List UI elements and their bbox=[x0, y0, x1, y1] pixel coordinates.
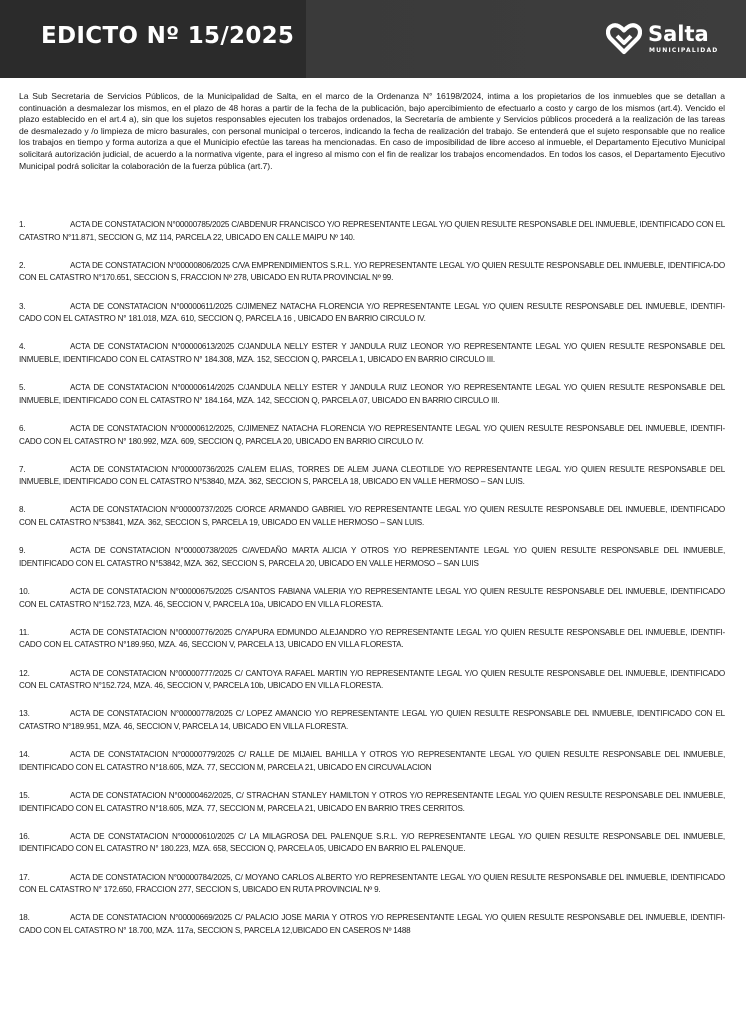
notice-item-number: 1. bbox=[19, 220, 26, 229]
notice-item-number: 18. bbox=[19, 913, 30, 923]
notice-item-number: 8. bbox=[19, 505, 26, 515]
intro-paragraph: La Sub Secretaria de Servicios Públicos, de la Municipalidad de Salta, en el marco de la Ordenanza N° 16198/2024, intima a los propietarios de los inmuebles que se detallan a continuación a desmalezar los mismos, en el plazo de 48 horas a partir de la fecha de la publicación, bajo apercibimiento de efectuarlo a costo y cargo de los mismos (art.4). Vencido el plazo establecido en el art.4 a), sin que los sujetos responsables ejecuten los trabajos ordenados, la Secretaría de ambiente y Servicios públicos procederá a la realización de las tareas de desmalezado y /o limpieza de micro basurales, con personal municipal o terceros, indicando la fecha de realización del trabajo. Se entenderá que el sujeto responsable que no realice los trabajos en tiempo y forma autoriza a que el Municipio efectúe las tareas ha mencionadas. En caso de imposibilidad de libre acceso al inmueble, el Departamento Ejecutivo Municipal solicitará autorización judicial, de acuerdo a la normativa vigente, para el ingreso al mismo con el fin de realizar los trabajos encomendados. En todos los casos, el Departamento Ejecutivo Municipal podrá solicitar la colaboración de la fuerza pública (art.7). bbox=[19, 91, 725, 171]
notice-item-number: 16. bbox=[19, 831, 30, 841]
notice-item-number: 15. bbox=[19, 790, 30, 800]
notice-item-text: ACTA DE CONSTATACION N°00000614/2025 C/JANDULA NELLY ESTER Y JANDULA RUIZ LEONOR Y/O REPRESENTANTE LEGAL Y/O QUIEN RESULTE RESPONSABLE DEL INMUEBLE, IDENTIFICADO CON EL CATASTRO N° 184.164, MZA. 142, SECCION Q, PARCELA 07, UBICADO EN BARRIO CIRCULO III. bbox=[19, 383, 725, 405]
notice-item bbox=[19, 627, 725, 652]
notice-item-number: 14. bbox=[19, 750, 30, 760]
notice-item-text: ACTA DE CONSTATACION N°00000778/2025 C/ LOPEZ AMANCIO Y/O REPRESENTANTE LEGAL Y/O QUIEN RESULTE RESPONSABLE DEL INMUEBLE, IDENTIFICADO CON EL CATASTRO N°189.951, MZA. 46, SECCION V, PARCELA 14, UBICADO EN VILLA FLORESTA. bbox=[19, 709, 725, 731]
notice-item bbox=[19, 872, 725, 897]
edict-header bbox=[0, 0, 746, 78]
notice-item-number: 7. bbox=[19, 464, 26, 474]
notice-item-text: ACTA DE CONSTATACION N°00000776/2025 C/YAPURA EDMUNDO ALEJANDRO Y/O REPRESENTANTE LEGAL Y/O QUIEN RESULTE RESPONSABLE DEL INMUEBLE, IDENTIFI-CADO CON EL CATASTRO N°189.950, MZA. 46, SECCION V, PARCELA 13, UBICADO EN VILLA FLORESTA. bbox=[19, 627, 725, 650]
notice-item-number: 5. bbox=[19, 383, 26, 393]
notice-item bbox=[19, 749, 725, 774]
notice-item-text: ACTA DE CONSTATACION N°00000675/2025 C/SANTOS FABIANA VALERIA Y/O REPRESENTANTE LEGAL Y/O QUIEN RESULTE RESPONSABLE DEL INMUEBLE, IDENTIFICADO CON EL CATASTRO N°152.723, MZA. 46, SECCION V, PARCELA 10a, UBICADO EN VILLA FLORESTA. bbox=[19, 587, 725, 609]
notice-item bbox=[19, 423, 725, 448]
notice-item-text: ACTA DE CONSTATACION N°00000669/2025 C/ PALACIO JOSE MARIA Y OTROS Y/O REPRESENTANTE LEGAL Y/O QUIEN RESULTE RESPONSABLE DEL INMUEBLE, IDENTIFI-CADO CON EL CATASTRO N° 18.700, MZA. 117a, SECCION S, PARCELA 12,UBICADO EN CASEROS Nº 1488 bbox=[19, 913, 725, 935]
logo-word: Salta bbox=[648, 22, 709, 46]
notice-item-number: 11. bbox=[19, 627, 30, 637]
notice-item-number: 3. bbox=[19, 301, 26, 311]
notice-item-number: 2. bbox=[19, 260, 26, 270]
notice-item bbox=[19, 586, 725, 611]
notice-item bbox=[19, 260, 725, 285]
notice-item-text: ACTA DE CONSTATACION N°00000736/2025 C/ALEM ELIAS, TORRES DE ALEM JUANA CLEOTILDE Y/O REPRESENTANTE LEGAL Y/O QUIEN RESULTE RESPONSABLE DEL INMUEBLE, IDENTIFICADO CON EL CATASTRO N°53840, MZA. 362, SECCION S, PARCELA 18, UBICADO EN VALLE HERMOSO – SAN LUIS. bbox=[19, 464, 725, 487]
heart-logo-icon bbox=[606, 23, 642, 55]
notice-item-number: 6. bbox=[19, 423, 26, 433]
notice-item-number: 4. bbox=[19, 342, 26, 352]
notice-item bbox=[19, 668, 725, 693]
notice-item-number: 10. bbox=[19, 587, 30, 597]
salta-municipality-logo bbox=[606, 22, 718, 58]
notice-item bbox=[19, 708, 725, 733]
notice-item bbox=[19, 831, 725, 856]
notice-item-text: ACTA DE CONSTATACION N°00000784/2025, C/ MOYANO CARLOS ALBERTO Y/O REPRESENTANTE LEGAL Y/O QUIEN RESULTE RESPONSABLE DEL INMUEBLE, IDENTIFICADO CON EL CATASTRO N° 172.650, FRACCION 277, SECCION S, UBICADO EN RUTA PROVINCIAL Nº 9. bbox=[19, 872, 725, 895]
logo-subtitle: MUNICIPALIDAD bbox=[649, 47, 719, 54]
notice-item-number: 17. bbox=[19, 872, 30, 882]
notice-item bbox=[19, 219, 725, 244]
notice-item bbox=[19, 912, 725, 937]
notice-item-text: ACTA DE CONSTATACION N°00000738/2025 C/AVEDAÑO MARTA ALICIA Y OTROS Y/O REPRESENTANTE LEGAL Y/O QUIEN RESULTE RESPONSABLE DEL INMUEBLE, IDENTIFICADO CON EL CATASTRO N°53842, MZA. 362, SECCION S, PARCELA 20, UBICADO EN VALLE HERMOSO – SAN LUIS bbox=[19, 546, 725, 568]
notice-item bbox=[19, 341, 725, 366]
notice-item-number: 12. bbox=[19, 668, 30, 678]
notice-item-text: ACTA DE CONSTATACION N°00000611/2025 C/JIMENEZ NATACHA FLORENCIA Y/O REPRESENTANTE LEGAL Y/O QUIEN RESULTE RESPONSABLE DEL INMUEBLE, IDENTIFI-CADO CON EL CATASTRO N° 181.018, MZA. 610, SECCION Q, PARCELA 16 , UBICADO EN BARRIO CIRCULO IV. bbox=[19, 301, 725, 324]
notice-item bbox=[19, 382, 725, 407]
notice-item bbox=[19, 504, 725, 529]
notice-item bbox=[19, 790, 725, 815]
notice-list bbox=[19, 219, 725, 953]
notice-item bbox=[19, 545, 725, 570]
notice-item-text: ACTA DE CONSTATACION N°00000785/2025 C/ABDENUR FRANCISCO Y/O REPRESENTANTE LEGAL Y/O QUIEN RESULTE RESPONSABLE DEL INMUEBLE, IDENTIFICADO CON EL CATASTRO N°11.871, SECCION G, MZ 114, PARCELA 22, UBICADO EN CALLE MAIPU Nº 140. bbox=[19, 220, 725, 242]
notice-item-text: ACTA DE CONSTATACION N°00000777/2025 C/ CANTOYA RAFAEL MARTIN Y/O REPRESENTANTE LEGAL Y/O QUIEN RESULTE RESPONSABLE DEL INMUEBLE, IDENTIFICADO CON EL CATASTRO N°152.724, MZA. 46, SECCION V, PARCELA 10b, UBICADO EN VILLA FLORESTA. bbox=[19, 668, 725, 691]
notice-item-number: 9. bbox=[19, 546, 26, 556]
notice-item-text: ACTA DE CONSTATACION N°00000610/2025 C/ LA MILAGROSA DEL PALENQUE S.R.L. Y/O REPRESENTANTE LEGAL Y/O QUIEN RESULTE RESPONSABLE DEL INMUEBLE, IDENTIFICADO CON EL CATASTRO N° 180.223, MZA. 658, SECCION Q, PARCELA 05, UBICADO EN BARRIO EL PALENQUE. bbox=[19, 831, 725, 854]
notice-item-text: ACTA DE CONSTATACION N°00000737/2025 C/ORCE ARMANDO GABRIEL Y/O REPRESENTANTE LEGAL Y/O QUIEN RESULTE RESPONSABLE DEL INMUEBLE, IDENTIFICADO CON EL CATASTRO N°53841, MZA. 362, SECCION S, PARCELA 19, UBICADO EN VALLE HERMOSO – SAN LUIS. bbox=[19, 505, 725, 528]
notice-item-text: ACTA DE CONSTATACION N°00000612/2025, C/JIMENEZ NATACHA FLORENCIA Y/O REPRESENTANTE LEGAL Y/O QUIEN RESULTE RESPONSABLE DEL INMUEBLE, IDENTIFI-CADO CON EL CATASTRO N° 180.992, MZA. 609, SECCION Q, PARCELA 20, UBICADO EN BARRIO CIRCULO IV. bbox=[19, 423, 725, 446]
edict-title: EDICTO Nº 15/2025 bbox=[41, 23, 295, 49]
notice-item-text: ACTA DE CONSTATACION N°00000613/2025 C/JANDULA NELLY ESTER Y JANDULA RUIZ LEONOR Y/O REPRESENTANTE LEGAL Y/O QUIEN RESULTE RESPONSABLE DEL INMUEBLE, IDENTIFICADO CON EL CATASTRO N° 184.308, MZA. 152, SECCION Q, PARCELA 1, UBICADO EN BARRIO CIRCULO III. bbox=[19, 342, 725, 364]
notice-item-number: 13. bbox=[19, 709, 30, 719]
notice-item-text: ACTA DE CONSTATACION N°00000462/2025, C/ STRACHAN STANLEY HAMILTON Y OTROS Y/O REPRESENTANTE LEGAL Y/O QUIEN RESULTE RESPONSABLE DEL INMUEBLE, IDENTIFICADO CON EL CATASTRO N°18.605, MZA. 77, SECCION M, PARCELA 21, UBICADO EN BARRIO TRES CERRITOS. bbox=[19, 790, 725, 813]
notice-item bbox=[19, 464, 725, 489]
notice-item-text: ACTA DE CONSTATACION N°00000779/2025 C/ RALLE DE MIJAIEL BAHILLA Y OTROS Y/O REPRESENTANTE LEGAL Y/O QUIEN RESULTE RESPONSABLE DEL INMUEBLE, IDENTIFICADO CON EL CATASTRO N°18.605, MZA. 77, SECCION M, PARCELA 21, UBICADO EN CIRCUVALACION bbox=[19, 750, 725, 772]
notice-item-text: ACTA DE CONSTATACION N°00000806/2025 C/VA EMPRENDIMIENTOS S.R.L. Y/O REPRESENTANTE LEGAL Y/O QUIEN RESULTE RESPONSABLE DEL INMUEBLE, IDENTIFICA-DO CON EL CATASTRO N°170.651, SECCION S, FRACCION Nº 278, UBICADO EN RUTA PROVINCIAL Nº 99. bbox=[19, 260, 725, 283]
notice-item bbox=[19, 301, 725, 326]
